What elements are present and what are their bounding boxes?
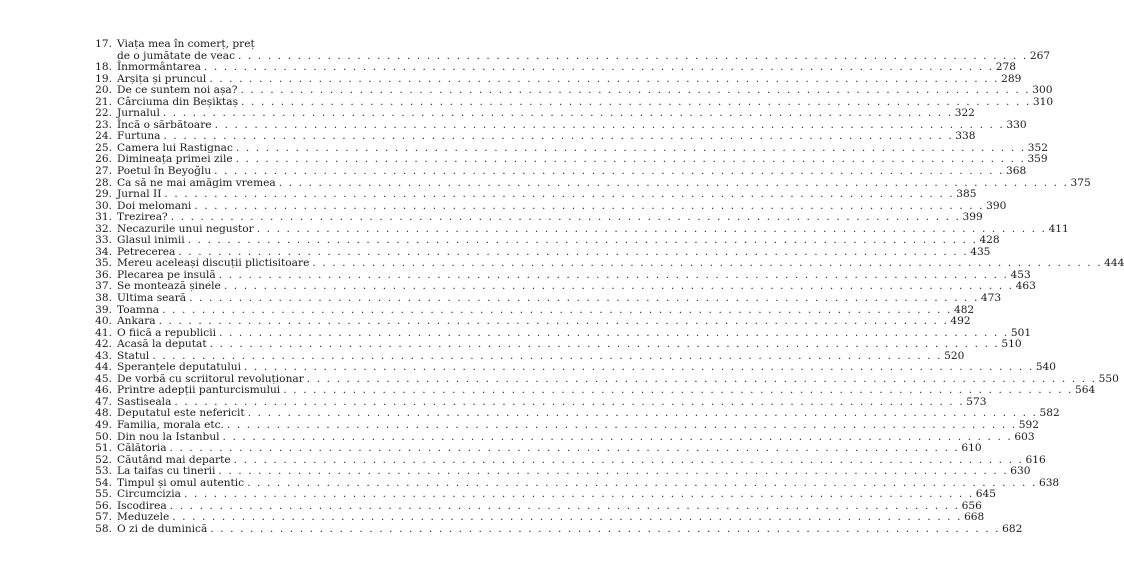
chapter-title: Toamna: [117, 303, 160, 316]
chapter-number: 35.: [95, 257, 112, 270]
chapter-number: 50.: [95, 430, 112, 443]
toc-entry: [88, 315, 971, 328]
chapter-number: 32.: [95, 222, 112, 235]
chapter-title-continued: de o jumătate de veac: [117, 49, 236, 62]
toc-entry: [88, 419, 1039, 432]
page-number: 300: [1032, 84, 1053, 97]
chapter-title: Necazurile unui negustor: [117, 222, 254, 235]
page-number: 375: [1070, 176, 1091, 189]
chapter-title: La taifas cu tinerii: [117, 465, 216, 478]
chapter-number: 22.: [95, 107, 112, 120]
chapter-number: 51.: [95, 442, 112, 455]
chapter-number: 57.: [95, 511, 112, 524]
chapter-number: 31.: [95, 211, 112, 224]
chapter-number: 44.: [95, 361, 112, 374]
toc-entry: [88, 38, 350, 51]
chapter-title: Trezirea?: [117, 211, 168, 224]
chapter-title: Călătoria: [117, 442, 167, 455]
page-number: 330: [1006, 118, 1027, 131]
leader-dots: . . . . . . . . . . . . . . . . . . . . . . . . . . . . . . . . . . . . . . . . . . . . . . . . . . . . . . . . . . . . . . . . . . . . . . . . . . . . . . . .: [158, 315, 949, 328]
chapter-number: 28.: [95, 176, 112, 189]
leader-dots: . . . . . . . . . . . . . . . . . . . . . . . . . . . . . . . . . . . . . . . . . . . . . . . . . . . . . . . . . . . . . . . . . . . . . . . . . . . . . . . .: [218, 465, 1009, 478]
leader-dots: . . . . . . . . . . . . . . . . . . . . . . . . . . . . . . . . . . . . . . . . . . . . . . . . . . . . . . . . . . . . . . . . . . . . . . . . . . . . . . . .: [233, 453, 1024, 466]
chapter-number: 52.: [95, 453, 112, 466]
page-number: 630: [1010, 465, 1031, 478]
chapter-title: Camera lui Rastignac: [117, 141, 233, 154]
leader-dots: . . . . . . . . . . . . . . . . . . . . . . . . . . . . . . . . . . . . . . . . . . . . . . . . . . . . . . . . . . . . . . . . . . . . . . . . . . . . . . . .: [247, 407, 1038, 420]
page-number: 368: [1006, 164, 1027, 177]
leader-dots: . . . . . . . . . . . . . . . . . . . . . . . . . . . . . . . . . . . . . . . . . . . . . . . . . . . . . . . . . . . . . . . . . . . . . . . . . . . . . . . .: [209, 72, 1000, 85]
page-number: 573: [966, 395, 987, 408]
chapter-title: Ca să ne mai amăgim vremea: [117, 176, 276, 189]
chapter-title: Căutând mai departe: [117, 453, 231, 466]
chapter-number: 17.: [95, 38, 112, 50]
chapter-title: Glasul inimii: [117, 234, 185, 247]
page-number: 520: [944, 349, 965, 362]
page-number: 453: [1010, 268, 1031, 281]
chapter-number: 43.: [95, 349, 112, 362]
chapter-number: 36.: [95, 268, 112, 281]
leader-dots: . . . . . . . . . . . . . . . . . . . . . . . . . . . . . . . . . . . . . . . . . . . . . . . . . . . . . . . . . . . . . . . . . . . . . . . . . . . . . . . .: [169, 499, 960, 512]
page-number: 610: [961, 442, 982, 455]
toc-entry: [88, 338, 1022, 351]
chapter-title: Printre adepții panturcismului: [117, 384, 281, 397]
leader-dots: . . . . . . . . . . . . . . . . . . . . . . . . . . . . . . . . . . . . . . . . . . . . . . . . . . . . . . . . . . . . . . . . . . . . . . . . . . . . . . . .: [187, 234, 978, 247]
chapter-number: 58.: [95, 522, 112, 535]
leader-dots: . . . . . . . . . . . . . . . . . . . . . . . . . . . . . . . . . . . . . . . . . . . . . . . . . . . . . . . . . . . . . . . . . . . . . . . . . . . . . . . .: [226, 419, 1017, 431]
page-number: 463: [1015, 280, 1036, 293]
chapter-number: 45.: [95, 372, 112, 385]
leader-dots: . . . . . . . . . . . . . . . . . . . . . . . . . . . . . . . . . . . . . . . . . . . . . . . . . . . . . . . . . . . . . . . . . . . . . . . . . . . . . . . .: [189, 291, 979, 304]
page-number: 616: [1025, 453, 1046, 466]
page-number: 473: [980, 291, 1002, 304]
page-number: 592: [1018, 419, 1039, 431]
toc-entry: [88, 61, 1016, 74]
chapter-number: 18.: [95, 61, 112, 74]
chapter-title: Acasă la deputat: [117, 338, 207, 351]
chapter-number: 26.: [95, 153, 112, 166]
page-number: 399: [962, 211, 983, 224]
leader-dots: . . . . . . . . . . . . . . . . . . . . . . . . . . . . . . . . . . . . . . . . . . . . . . . . . . . . . . . . . . . . . . . . . . . . . . . . . . . . . . . .: [162, 303, 952, 316]
page-number: 540: [1035, 361, 1057, 374]
table-of-contents: [88, 38, 1124, 535]
leader-dots: . . . . . . . . . . . . . . . . . . . . . . . . . . . . . . . . . . . . . . . . . . . . . . . . . . . . . . . . . . . . . . . . . . . . . . . . . . . . . . . .: [164, 188, 955, 201]
leader-dots: . . . . . . . . . . . . . . . . . . . . . . . . . . . . . . . . . . . . . . . . . . . . . . . . . . . . . . . . . . . . . . . . . . . . . . . . . . . . . . . .: [172, 511, 963, 524]
leader-dots: . . . . . . . . . . . . . . . . . . . . . . . . . . . . . . . . . . . . . . . . . . . . . . . . . . . . . . . . . . . . . . . . . . . . . . . . . . . . . . . .: [247, 476, 1037, 489]
leader-dots: . . . . . . . . . . . . . . . . . . . . . . . . . . . . . . . . . . . . . . . . . . . . . . . . . . . . . . . . . . . . . . . . . . . . . . . . . . . . . . . .: [162, 107, 953, 120]
chapter-title: Se montează șinele: [117, 280, 221, 293]
chapter-title: O fiică a republicii: [117, 326, 217, 339]
page-number: 310: [1032, 95, 1054, 108]
chapter-title: Jurnalul: [117, 107, 160, 120]
chapter-number: 55.: [95, 488, 112, 501]
chapter-number: 54.: [95, 476, 112, 489]
page-number: 682: [1002, 522, 1023, 535]
leader-dots: . . . . . . . . . . . . . . . . . . . . . . . . . . . . . . . . . . . . . . . . . . . . . . . . . . . . . . . . . . . . . . . . . . . . . . . . . . . . . . . .: [278, 176, 1069, 189]
leader-dots: . . . . . . . . . . . . . . . . . . . . . . . . . . . . . . . . . . . . . . . . . . . . . . . . . . . . . . . . . . . . . . . . . . . . . . . . . . . . . . . .: [223, 280, 1014, 293]
leader-dots: . . . . . . . . . . . . . . . . . . . . . . . . . . . . . . . . . . . . . . . . . . . . . . . . . . . . . . . . . . . . . . . . . . . . . . . . . . . . . . . .: [306, 372, 1097, 385]
toc-entry: [88, 188, 977, 201]
leader-dots: . . . . . . . . . . . . . . . . . . . . . . . . . . . . . . . . . . . . . . . . . . . . . . . . . . . . . . . . . . . . . . . . . . . . . . . . . . . . . . . .: [235, 141, 1026, 154]
chapter-number: 24.: [95, 130, 112, 143]
leader-dots: . . . . . . . . . . . . . . . . . . . . . . . . . . . . . . . . . . . . . . . . . . . . . . . . . . . . . . . . . . . . . . . . . . . . . . . . . . . . . . . .: [214, 164, 1004, 177]
chapter-title: Furtuna: [117, 130, 161, 143]
chapter-number: 47.: [95, 395, 112, 408]
chapter-title: Ankara: [117, 315, 156, 328]
page-number: 656: [961, 499, 982, 512]
chapter-title: Arșița și pruncul: [117, 72, 207, 85]
page-number: 435: [970, 245, 991, 258]
chapter-title: Ultima seară: [117, 291, 187, 304]
leader-dots: . . . . . . . . . . . . . . . . . . . . . . . . . . . . . . . . . . . . . . . . . . . . . . . . . . . . . . . . . . . . . . . . . . . . . . . . . . . . . . . .: [152, 349, 943, 362]
leader-dots: . . . . . . . . . . . . . . . . . . . . . . . . . . . . . . . . . . . . . . . . . . . . . . . . . . . . . . . . . . . . . . . . . . . . . . . . . . . . . . . .: [312, 257, 1103, 270]
page-number: 289: [1001, 72, 1022, 85]
page-number: 359: [1027, 153, 1048, 166]
chapter-number: 49.: [95, 419, 112, 431]
leader-dots: . . . . . . . . . . . . . . . . . . . . . . . . . . . . . . . . . . . . . . . . . . . . . . . . . . . . . . . . . . . . . . . . . . . . . . . . . . . . . . . .: [178, 245, 969, 258]
leader-dots: . . . . . . . . . . . . . . . . . . . . . . . . . . . . . . . . . . . . . . . . . . . . . . . . . . . . . . . . . . . . . . . . . . . . . . . . . . . . . . . .: [283, 384, 1074, 397]
toc-entry: [88, 522, 1023, 536]
page-number: 492: [950, 315, 971, 328]
toc-entry: [88, 442, 982, 455]
chapter-title: Iscodirea: [117, 499, 167, 512]
chapter-number: 42.: [95, 338, 112, 351]
page-number: 501: [1010, 326, 1032, 339]
chapter-title: Sastiseala: [117, 395, 172, 408]
page-number: 385: [956, 188, 977, 201]
chapter-number: 56.: [95, 499, 112, 512]
toc-entry: [88, 291, 1002, 305]
chapter-title: Poetul în Beyoğlu: [117, 164, 212, 177]
page-number: 550: [1098, 372, 1119, 385]
page-number: 482: [953, 303, 975, 316]
leader-dots: . . . . . . . . . . . . . . . . . . . . . . . . . . . . . . . . . . . . . . . . . . . . . . . . . . . . . . . . . . . . . . . . . . . . . . . . . . . . . . . .: [241, 95, 1031, 108]
leader-dots: . . . . . . . . . . . . . . . . . . . . . . . . . . . . . . . . . . . . . . . . . . . . . . . . . . . . . . . . . . . . . . . . . . . . . . . . . . . . . . . .: [194, 199, 985, 212]
leader-dots: . . . . . . . . . . . . . . . . . . . . . . . . . . . . . . . . . . . . . . . . . . . . . . . . . . . . . . . . . . . . . . . . . . . . . . . . . . . . . . . .: [209, 338, 1000, 351]
chapter-number: 38.: [95, 291, 112, 304]
chapter-number: 48.: [95, 407, 112, 420]
chapter-number: 20.: [95, 84, 112, 97]
page-number: 390: [986, 199, 1007, 212]
leader-dots: . . . . . . . . . . . . . . . . . . . . . . . . . . . . . . . . . . . . . . . . . . . . . . . . . . . . . . . . . . . . . . . . . . . . . . . . . . . . . . . .: [235, 153, 1026, 166]
page-number: 582: [1039, 407, 1060, 420]
page-number: 603: [1014, 430, 1035, 443]
chapter-number: 30.: [95, 199, 112, 212]
chapter-title: Doi melomani: [117, 199, 192, 212]
page-number: 564: [1075, 384, 1096, 397]
leader-dots: . . . . . . . . . . . . . . . . . . . . . . . . . . . . . . . . . . . . . . . . . . . . . . . . . . . . . . . . . . . . . . . . . . . . . . . . . . . . . . . .: [222, 430, 1013, 443]
chapter-title: Înmormântarea: [117, 61, 201, 74]
chapter-number: 34.: [95, 245, 112, 258]
page-number: 444: [1104, 257, 1124, 270]
chapter-title: Viața mea în comerț, preț: [117, 38, 255, 50]
leader-dots: . . . . . . . . . . . . . . . . . . . . . . . . . . . . . . . . . . . . . . . . . . . . . . . . . . . . . . . . . . . . . . . . . . . . . . . . . . . . . . . .: [174, 395, 965, 408]
page-number: 278: [995, 61, 1016, 74]
chapter-number: 53.: [95, 465, 112, 478]
chapter-title: Încă o sărbătoare: [117, 118, 212, 131]
toc-entry: [88, 164, 1027, 178]
chapter-title: Circumcizia: [117, 488, 181, 501]
chapter-number: 33.: [95, 234, 112, 247]
toc-entry: [88, 211, 983, 224]
chapter-title: Deputatul este nefericit: [117, 407, 245, 420]
leader-dots: . . . . . . . . . . . . . . . . . . . . . . . . . . . . . . . . . . . . . . . . . . . . . . . . . . . . . . . . . . . . . . . . . . . . . . . . . . . . . . . .: [203, 61, 994, 74]
toc-entry: [88, 465, 1031, 478]
page-number: 322: [954, 107, 975, 120]
chapter-title: O zi de duminică: [117, 522, 208, 535]
chapter-number: 37.: [95, 280, 112, 293]
leader-dots: . . . . . . . . . . . . . . . . . . . . . . . . . . . . . . . . . . . . . . . . . . . . . . . . . . . . . . . . . . . . . . . . . . . . . . . . . . . . . . . .: [243, 361, 1034, 374]
page-number: 668: [964, 511, 985, 524]
chapter-number: 40.: [95, 315, 112, 328]
chapter-number: 41.: [95, 326, 112, 339]
chapter-title: Meduzele: [117, 511, 170, 524]
page-number: 411: [1048, 222, 1069, 235]
chapter-number: 19.: [95, 72, 112, 85]
chapter-title: Mereu aceleași discuții plictisitoare: [117, 257, 310, 270]
chapter-title: Dimineața primei zile: [117, 153, 233, 166]
leader-dots: . . . . . . . . . . . . . . . . . . . . . . . . . . . . . . . . . . . . . . . . . . . . . . . . . . . . . . . . . . . . . . . . . . . . . . . . . . . . . . . .: [163, 130, 954, 143]
leader-dots: . . . . . . . . . . . . . . . . . . . . . . . . . . . . . . . . . . . . . . . . . . . . . . . . . . . . . . . . . . . . . . . . . . . . . . . . . . . . . . . .: [169, 442, 960, 455]
chapter-title: Familia, morala etc.: [117, 419, 224, 431]
page-number: 510: [1001, 338, 1022, 351]
page-number: 338: [955, 130, 976, 143]
chapter-number: 23.: [95, 118, 112, 131]
chapter-title: Petrecerea: [117, 245, 176, 258]
page-number: 645: [975, 488, 997, 501]
chapter-number: 25.: [95, 141, 112, 154]
chapter-number: 39.: [95, 303, 112, 316]
leader-dots: . . . . . . . . . . . . . . . . . . . . . . . . . . . . . . . . . . . . . . . . . . . . . . . . . . . . . . . . . . . . . . . . . . . . . . . . . . . . . . . .: [256, 222, 1047, 235]
chapter-number: 21.: [95, 95, 112, 108]
page-number: 267: [1029, 49, 1051, 62]
chapter-title: De ce suntem noi așa?: [117, 84, 238, 97]
chapter-title: Din nou la Istanbul: [117, 430, 220, 443]
chapter-title: Plecarea pe insulă: [117, 268, 216, 281]
page-number: 428: [979, 234, 1000, 247]
leader-dots: . . . . . . . . . . . . . . . . . . . . . . . . . . . . . . . . . . . . . . . . . . . . . . . . . . . . . . . . . . . . . . . . . . . . . . . . . . . . . . . .: [218, 268, 1009, 281]
leader-dots: . . . . . . . . . . . . . . . . . . . . . . . . . . . . . . . . . . . . . . . . . . . . . . . . . . . . . . . . . . . . . . . . . . . . . . . . . . . . . . . .: [170, 211, 961, 224]
leader-dots: . . . . . . . . . . . . . . . . . . . . . . . . . . . . . . . . . . . . . . . . . . . . . . . . . . . . . . . . . . . . . . . . . . . . . . . . . . . . . . . .: [238, 49, 1028, 62]
chapter-title: Statul: [117, 349, 150, 362]
leader-dots: . . . . . . . . . . . . . . . . . . . . . . . . . . . . . . . . . . . . . . . . . . . . . . . . . . . . . . . . . . . . . . . . . . . . . . . . . . . . . . . .: [210, 522, 1001, 535]
leader-dots: . . . . . . . . . . . . . . . . . . . . . . . . . . . . . . . . . . . . . . . . . . . . . . . . . . . . . . . . . . . . . . . . . . . . . . . . . . . . . . . .: [219, 326, 1009, 339]
page-number: 352: [1027, 141, 1048, 154]
chapter-title: Timpul și omul autentic: [117, 476, 245, 489]
chapter-title: Speranțele deputatului: [117, 361, 241, 374]
leader-dots: . . . . . . . . . . . . . . . . . . . . . . . . . . . . . . . . . . . . . . . . . . . . . . . . . . . . . . . . . . . . . . . . . . . . . . . . . . . . . . . .: [183, 488, 974, 501]
chapter-number: 46.: [95, 384, 112, 397]
leader-dots: . . . . . . . . . . . . . . . . . . . . . . . . . . . . . . . . . . . . . . . . . . . . . . . . . . . . . . . . . . . . . . . . . . . . . . . . . . . . . . . .: [214, 118, 1005, 131]
toc-entry: [88, 84, 1053, 97]
chapter-number: 29.: [95, 188, 112, 201]
chapter-title: Jurnal II: [117, 188, 162, 201]
leader-dots: . . . . . . . . . . . . . . . . . . . . . . . . . . . . . . . . . . . . . . . . . . . . . . . . . . . . . . . . . . . . . . . . . . . . . . . . . . . . . . . .: [240, 84, 1031, 97]
chapter-number: 27.: [95, 164, 112, 177]
page-number: 638: [1038, 476, 1060, 489]
chapter-title: Cârciuma din Beșiktaș: [117, 95, 239, 108]
chapter-title: De vorbă cu scriitorul revoluționar: [117, 372, 304, 385]
